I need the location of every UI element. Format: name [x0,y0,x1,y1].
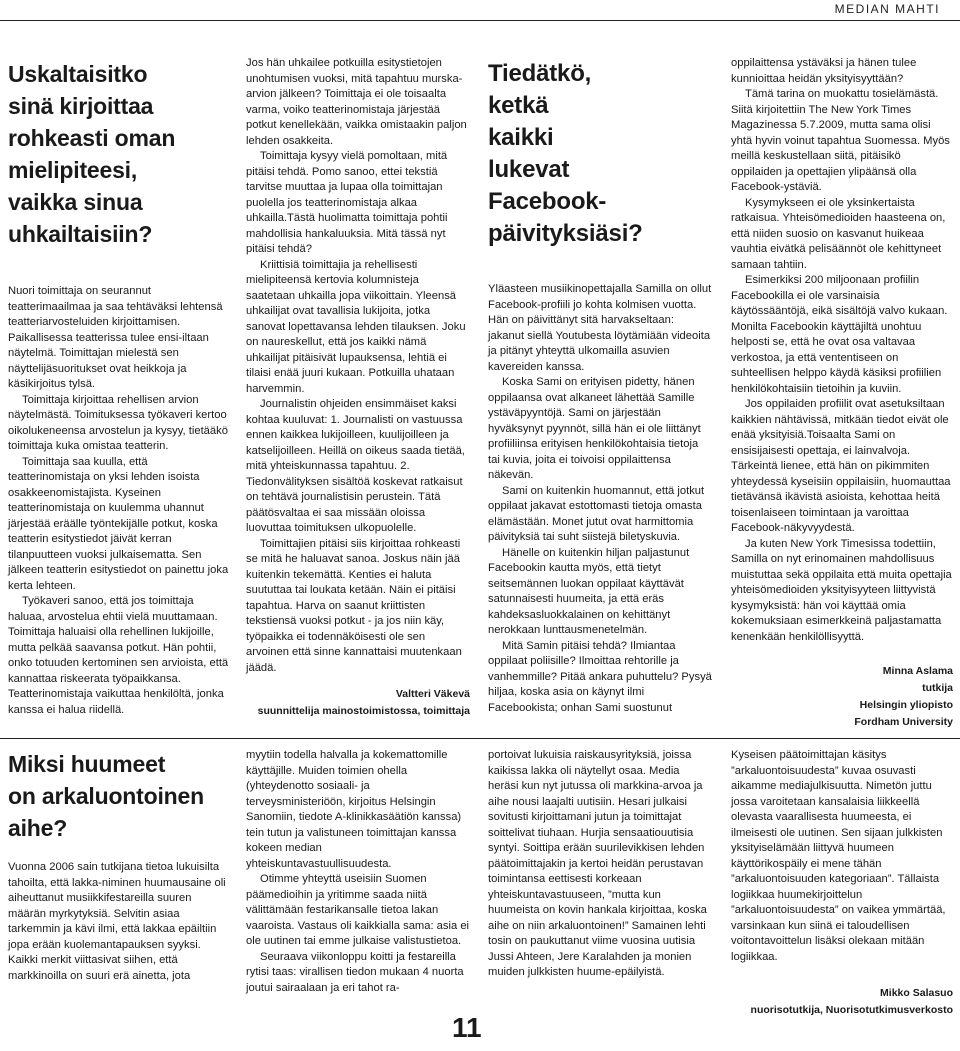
headline-line: Miksi huumeet [8,751,166,777]
headline-line: Tiedätkö, [488,60,592,87]
section-divider [0,738,960,739]
paragraph: Toimittaja saa kuulla, että teatterinomistaja on yksi lehden isoista osakkeenomistajista. Kyseinen teatterinomistaja on kuulemma uhannut järjestää eräälle työntekijälle potkut, koska teatterin esitystiedot jäivät kerran tilanpuutteen vuoksi julkaisematta. Sen jälkeen teatterin esitystiedot on painettu joka kerta lehteen. [8,455,229,592]
article1-column1 [8,58,230,718]
paragraph: oppilaittensa ystäväksi ja hänen tulee kunnioittaa heidän yksityisyyttään? [731,57,917,85]
paragraph: Hänelle on kuitenkin hiljan paljastunut Facebookin kautta myös, että tietyt seitsemännen luokan oppilaat käyttävät satunnaisesti huumeita, ja että eräs kahdeksasluokkalainen on kehittänyt nerokkaan lunttausmenetelmän. [488,546,690,636]
paragraph: Koska Sami on erityisen pidetty, hänen oppilaansa ovat alkaneet lähettää Samille ystäväpyyntöjä. Sami on järjestään hyväksynyt pyynnöt, sillä hän ei ole liittänyt profiiliinsa erityisen henkilökohtaisia tietoja tai kuvia, joita ei toivoisi oppilaittensa näkevän. [488,376,701,481]
paragraph: Tämä tarina on muokattu tosielämästä. Siitä kirjoitettiin The New York Times Magazinessa 5.7.2009, mutta sama olisi yhtä hyvin voinut tapahtua Suomessa. Myös meillä keskustellaan siitä, pitäisikö oppilaiden ja opettajien ylipäänsä olla Facebook-ystäviä. [731,88,950,193]
headline-line: ketkä [488,92,549,119]
paragraph: Toimittaja kirjoittaa rehellisen arvion näytelmästä. Toimituksessa työkaveri kertoo oikolukeneensa arvostelun ja kysyy, tietääkö toimittaja kuka omistaa teatterin. [8,393,228,452]
headline-line: Uskaltaisitko [8,61,148,87]
article1-headline [8,58,230,250]
author-name: Mikko Salasuo [880,987,953,999]
headline-line: on arkaluontoinen [8,783,204,809]
headline-line: uhkailtaisiin? [8,221,153,247]
author-name: Minna Aslama [882,665,953,677]
author-affiliation: Fordham University [854,716,953,728]
article3-column4 [731,748,953,1019]
article3-column2 [246,748,470,996]
paragraph: portoivat lukuisia raiskausyrityksiä, joissa kaikissa lakka oli näytellyt osaa. Media heräsi kun nyt jutussa oli markkina-arvoa ja aihe nousi laajalti uutisiin. Hesari julkaisi sovitusti kirjoittamani jutun ja toimittajat soittelivat tiuhaan. Hurjia sensaatiouutisia syntyi. Soittipa erään suurilevikkisen lehden päätoimittajakin ja kertoi heidän perustavan toimintansa eettisesti korkeaan yhteiskuntavastuuseen, ”mutta kun huumeista on kovin hankala kirjoittaa, koska aihe on niin arkaluontoinen!” Samainen lehti tosin on paukuttanut viime vuosina uutisia Jussi Ahteen, Jere Karalahden ja monien muiden julkkisten huume-epäilyistä. [488,749,707,978]
paragraph: Jos oppilaiden profiilit ovat asetuksiltaan kaikkien nähtävissä, mitkään tiedot eivät ole enää yksityisiä.Toisaalta Sami on ensisijaisesti opettaja, ei lainvalvoja. Tärkeintä lienee, että hän on pikimmiten yhteydessä kyseisiin oppilaisiin, huomauttaa tietävänsä ikävistä asioista, kehottaa heitä toisenlaiseen toimintaan ja varoittaa Facebook-näkyvyydestä. [731,398,951,534]
article3-signature [731,985,953,1019]
headline-line: aihe? [8,815,68,841]
article3-column3 [488,748,712,981]
paragraph: Kysymykseen ei ole yksinkertaista ratkaisua. Yhteisömedioiden haasteena on, että niiden suosio on kasvanut huikeaa vauhtia eivätkä pelisäännöt ole kehittyneet samaan tahtiin. [731,196,946,271]
headline-line: kaikki [488,124,554,151]
article1-signature [246,686,470,720]
paragraph: myytiin todella halvalla ja kokemattomille käyttäjille. Muiden toimien ohella (yhteydenotto sosiaali- ja terveysministeriöön, kirjoitus Helsingin Sanomiin, tiedote A-klinikkasäätiön kanssa) tein tutun ja valistuneen toimittajan kanssa kokeen median yhteiskuntavastuullisuudesta. [246,749,462,870]
article3-headline [8,748,230,844]
paragraph: Sami on kuitenkin huomannut, että jotkut oppilaat jakavat estottomasti tietoja omasta elämästään. Monet jutut ovat harmittomia päivityksiä tai suht siistejä biletyskuvia. [488,484,705,543]
section-header: MEDIAN MAHTI [834,2,940,16]
headline-line: vaikka sinua [8,189,143,215]
headline-line: lukevat [488,156,570,183]
paragraph: Työkaveri sanoo, että jos toimittaja haluaa, arvostelua ehtii vielä muuttamaan. Toimittaja haluaisi olla rehellinen lukijoille, mutta pelkää saavansa potkut. Hän pohtii, onko totuuden kertominen sen arvioista, että kannattaa riskeerata työpaikkansa. Teatterinomistaja vaikuttaa henkilöltä, jonka kanssa ei halua riidellä. [8,595,229,716]
headline-line: päivityksiäsi? [488,220,643,247]
headline-line: sinä kirjoittaa [8,93,154,119]
author-title: tutkija [922,682,953,694]
article1-column2 [246,56,470,720]
paragraph: Vuonna 2006 sain tutkijana tietoa lukuisilta tahoilta, että lakka-niminen huumausaine oli aiheuttanut musiikkifestareilla suuren määrän myrkytyksiä. Selvitin asiaa tarkemmin ja kävi ilmi, että lakkaa epäiltiin jopa erään kuolemantapauksen syyksi. Kaikki merkit viittasivat siihen, että markkinoilla on suuri erä ainetta, jota [8,861,226,982]
paragraph: Esimerkiksi 200 miljoonaan profiilin Facebookilla ei ole varsinaisia käytössääntöjä, eikä sisältöjä valvo kukaan. Monilta Facebookin käyttäjiltä unohtuu helposti se, että he ovat osa valtavaa verkostoa, ja että vententiseen on suhteellisen helppo käydä käsiksi profiilien henkilökohtaisiin tietoihin ja kuviin. [731,274,948,395]
header-rule [0,20,960,21]
article2-signature [731,663,953,731]
headline-line: Facebook- [488,188,607,215]
paragraph: Toimittajien pitäisi siis kirjoittaa rohkeasti se mitä he haluavat sanoa. Joskus näin jää kuitenkin tekemättä. Kenties ei haluta suututtaa tai loukata ketään. Näin ei pitäisi tapahtua. Harva on saanut kriittisten tekstiensä vuoksi potkut - ja jos niin käy, työpaikka ei todennäköisesti ole sen arvoinen että sinne kannattaisi muutenkaan jäädä. [246,537,462,674]
author-title: nuorisotutkija, Nuorisotutkimusverkosto [750,1004,953,1016]
headline-line: rohkeasti oman [8,125,176,151]
paragraph: Journalistin ohjeiden ensimmäiset kaksi kohtaa kuuluvat: 1. Journalisti on vastuussa ennen kaikkea lukijoilleen, kuulijoilleen ja katselijoilleen. Heillä on oikeus saada tietää, mitä yhteiskunnassa tapahtuu. 2. Tiedonvälityksen sisältöä koskevat ratkaisut on tehtävä journalistisin perustein. Tätä päätösvaltaa ei saa missään oloissa luovuttaa toimituksen ulkopuolelle. [246,398,465,534]
author-affiliation: Helsingin yliopisto [859,699,953,711]
paragraph: Seuraava viikonloppu koitti ja festareilla rytisi taas: virallisen tiedon mukaan 4 nuorta joutui sairaalaan ja eri tahot ra- [246,950,464,994]
article2-column2 [731,56,953,731]
author-title: suunnittelija mainostoimistossa, toimittaja [257,705,470,717]
paragraph: Kriittisiä toimittajia ja rehellisesti mielipiteensä kertovia kolumnisteja saatetaan uhkailla jopa viikoittain. Yleensä uhkailijat ovat tavallisia lukijoita, jotka sanovat lopettavansa lehden tilauksen. Joku on naureskellut, että jos kaikki nämä uhkailijat pitäisivät lupauksensa, lehtiä ei tilaisi enää juuri kukaan. Potkuilla uhataan harvemmin. [246,258,466,395]
paragraph: Otimme yhteyttä useisiin Suomen päämedioihin ja yritimme saada niitä välittämään festarikansalle tietoa lakan vaaroista. Vastaus oli kaikkialla sama: asia ei ole uutinen tai emme julkaise valistustietoa. [246,873,470,947]
headline-line: mielipiteesi, [8,157,138,183]
paragraph: Yläasteen musiikinopettajalla Samilla on ollut Facebook-profiili jo kohta kolmisen vuotta. Hän on päivittänyt sitä harvakseltaan: jakanut siellä Youtubesta löytämiään videoita ja pitänyt yhteyttä ulkomailla asuvien kavereiden kanssa. [488,283,712,373]
page-number: 11 [452,1012,482,1043]
author-name: Valtteri Väkevä [395,688,470,700]
article2-headline [488,58,712,250]
paragraph: Nuori toimittaja on seurannut teatterimaailmaa ja saa tehtäväksi lehtensä teatteriarvosteluiden kirjoittamisen. Paikallisessa teatterissa tulee ensi-iltaan näytelmä. Toimittajan mielestä sen näyttelijäsuoritukset ovat heikkoja ja käsikirjoitus tylsä. [8,285,223,390]
article2-column1 [488,58,712,716]
paragraph: Toimittaja kysyy vielä pomoltaan, mitä pitäisi tehdä. Pomo sanoo, ettei tekstiä tarvitse muuttaa ja lupaa olla toimittajan puolella jos teatterinomistaja alkaa uhkailla.Tästä huolimatta toimittaja pohtii mahdollisia hankaluuksia. Mitä tässä nyt pitäisi tehdä? [246,150,448,255]
article3-column1 [8,748,230,984]
paragraph: Kyseisen päätoimittajan käsitys ”arkaluontoisuudesta” kuvaa osuvasti aikamme mediajulkisuutta. Nimetön juttu jossa varoitetaan kansalaisia liikkeellä olevasta vaarallisesta huumeesta, ei ilmeisesti ole uutinen. Sen sijaan julkkisten yksityiselämään liittyvä huumeen käyttörikospäily ei mene tähän ”arkaluontoisuuden kategoriaan”. Tällaista logiikkaa huumekirjoittelun ”arkaluontoisuudesta” on vaikea ymmärtää, varsinkaan kun siinä ei taloudellisen voitontavoittelun lisäksi olekaan mitään logiikkaa. [731,749,946,963]
paragraph: Ja kuten New York Timesissa todettiin, Samilla on nyt erinomainen mahdollisuus muistuttaa sekä oppilaita että muita opettajia yhteisömedioiden yksityisyyteen liittyvistä kysymyksistä: hän voi käyttää omia kokemuksiaan esimerkkeinä paljastamatta kenenkään henkilöllisyyttä. [731,537,952,643]
paragraph: Jos hän uhkailee potkuilla esitystietojen unohtumisen vuoksi, mitä tapahtuu murska-arvion jälkeen? Toimittaja ei ole toisaalta varma, voiko teatterinomistaja järjestää potkut kenellekään, vaikka omistaakin paljon lehden osakkeita. [246,57,467,147]
paragraph: Mitä Samin pitäisi tehdä? Ilmiantaa oppilaat poliisille? Ilmoittaa rehtorille ja vanhemmille? Pitää ankara puhuttelu? Pysyä hiljaa, koska asia on käynyt ilmi Facebookista; onhan Sami suostunut [488,639,712,714]
